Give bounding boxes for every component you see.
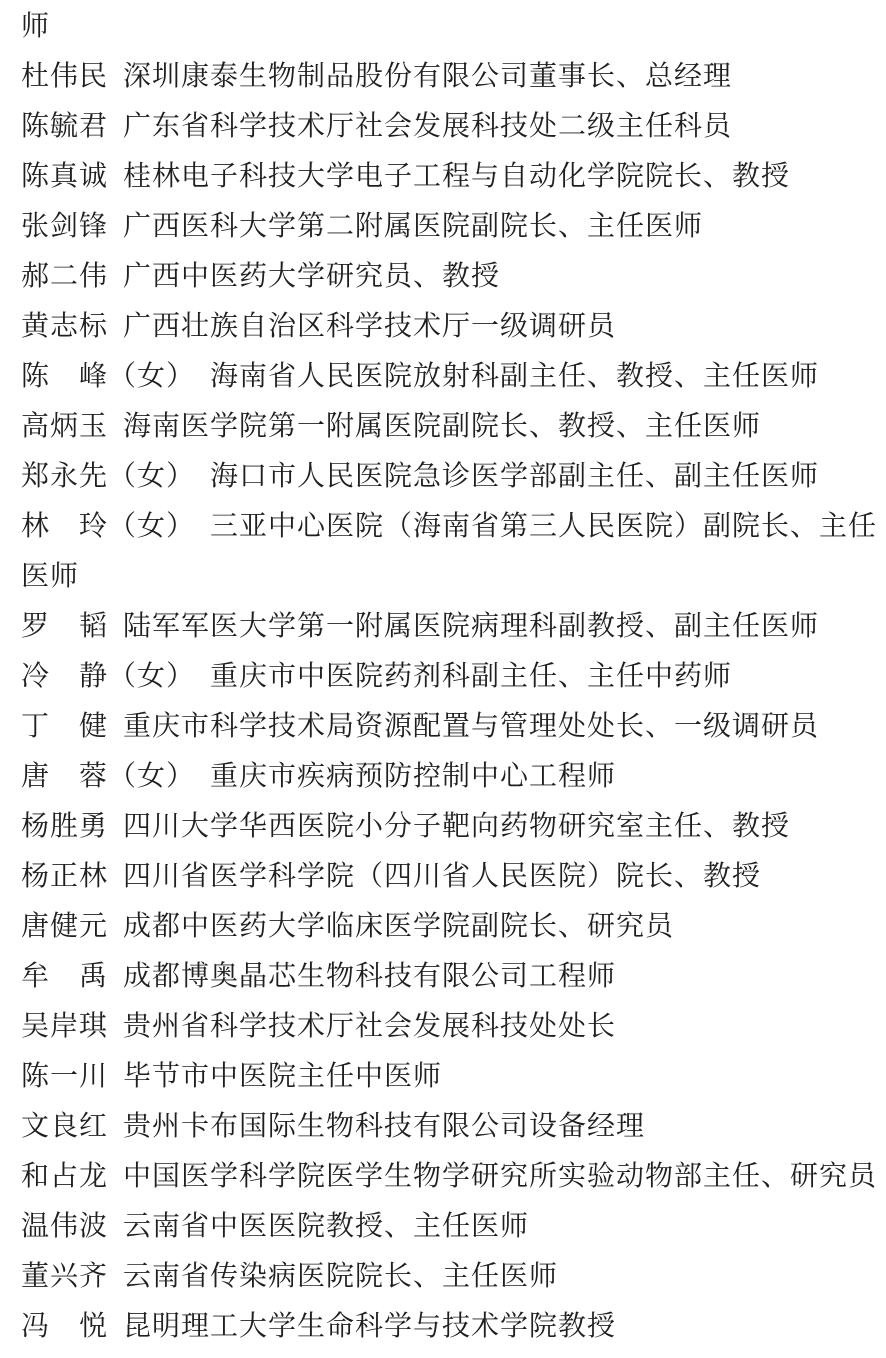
list-line: 丁 健 重庆市科学技术局资源配置与管理处处长、一级调研员 (21, 711, 820, 742)
wrapped-line-continuation: 师 (21, 11, 51, 42)
list-line: 文良红 贵州卡布国际生物科技有限公司设备经理 (21, 1111, 646, 1142)
list-line: 郝二伟 广西中医药大学研究员、教授 (21, 261, 501, 292)
list-line: 温伟波 云南省中医医院教授、主任医师 (21, 1211, 530, 1242)
list-line: 和占龙 中国医学科学院医学生物学研究所实验动物部主任、研究员 (21, 1161, 878, 1192)
list-line: 陈真诚 桂林电子科技大学电子工程与自动化学院院长、教授 (21, 161, 791, 192)
list-line: 林 玲（女） 三亚中心医院（海南省第三人民医院）副院长、主任 (21, 511, 878, 542)
awardee-name-list (21, 2, 886, 1352)
wrapped-line-continuation: 医师 (21, 561, 80, 592)
list-line: 张剑锋 广西医科大学第二附属医院副院长、主任医师 (21, 211, 704, 242)
list-line: 吴岸琪 贵州省科学技术厅社会发展科技处处长 (21, 1011, 617, 1042)
list-line: 唐健元 成都中医药大学临床医学院副院长、研究员 (21, 911, 675, 942)
list-line: 董兴齐 云南省传染病医院院长、主任医师 (21, 1261, 559, 1292)
list-line: 冯 悦 昆明理工大学生命科学与技术学院教授 (21, 1311, 617, 1342)
list-line: 杨正林 四川省医学科学院（四川省人民医院）院长、教授 (21, 861, 762, 892)
list-line: 陈 峰（女） 海南省人民医院放射科副主任、教授、主任医师 (21, 361, 820, 392)
list-line: 冷 静（女） 重庆市中医院药剂科副主任、主任中药师 (21, 661, 733, 692)
list-line: 杜伟民 深圳康泰生物制品股份有限公司董事长、总经理 (21, 61, 733, 92)
list-line: 陈毓君 广东省科学技术厅社会发展科技处二级主任科员 (21, 111, 733, 142)
list-line: 陈一川 毕节市中医院主任中医师 (21, 1061, 443, 1092)
list-line: 牟 禹 成都博奥晶芯生物科技有限公司工程师 (21, 961, 617, 992)
list-line: 黄志标 广西壮族自治区科学技术厅一级调研员 (21, 311, 617, 342)
list-line: 郑永先（女） 海口市人民医院急诊医学部副主任、副主任医师 (21, 461, 820, 492)
list-line: 高炳玉 海南医学院第一附属医院副院长、教授、主任医师 (21, 411, 762, 442)
list-line: 唐 蓉（女） 重庆市疾病预防控制中心工程师 (21, 761, 617, 792)
list-line: 杨胜勇 四川大学华西医院小分子靶向药物研究室主任、教授 (21, 811, 791, 842)
list-line: 罗 韬 陆军军医大学第一附属医院病理科副教授、副主任医师 (21, 611, 820, 642)
